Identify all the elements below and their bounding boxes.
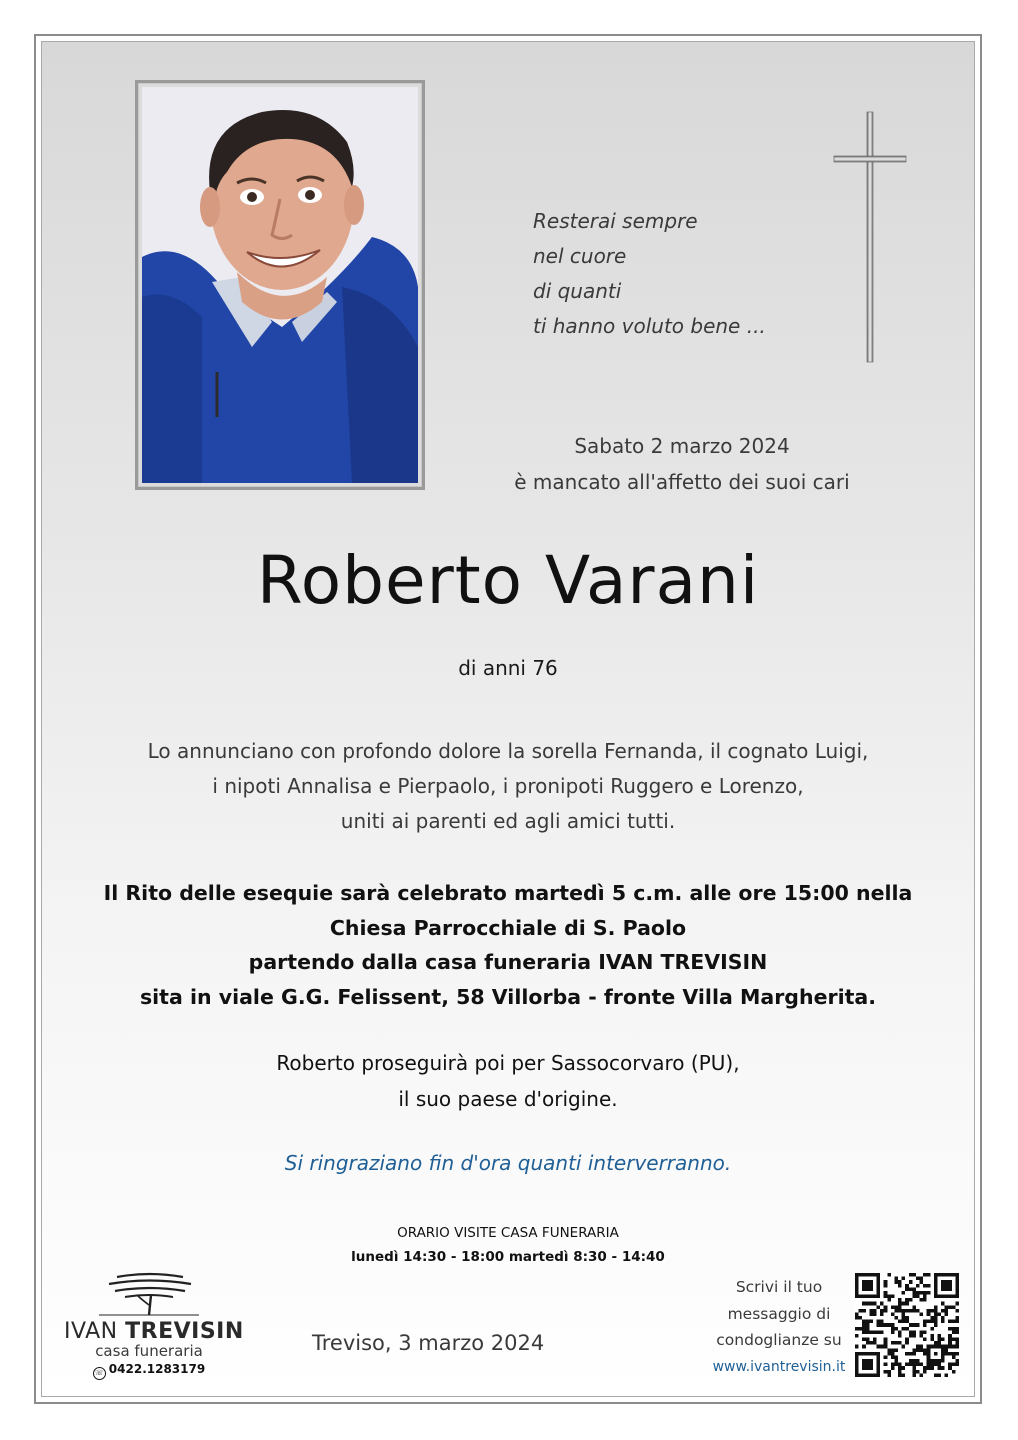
visiting-hours-title: ORARIO VISITE CASA FUNERARIA (397, 1225, 619, 1241)
origin-line: Roberto proseguirà poi per Sassocorvaro (PU), (276, 1051, 740, 1075)
condolences-line: messaggio di (727, 1304, 831, 1323)
condolences-info (694, 1274, 864, 1380)
logo-name-first: IVAN (64, 1319, 126, 1344)
visiting-hours (42, 1221, 974, 1269)
quote-line: di quanti (533, 279, 622, 303)
rite-line: sita in viale G.G. Felissent, 58 Villorba - fronte Villa Margherita. (139, 984, 877, 1009)
logo-name-last: TREVISIN (125, 1319, 244, 1344)
latin-cross-icon (831, 108, 911, 368)
quote-line: nel cuore (533, 244, 627, 268)
deceased-age: di anni 76 (458, 656, 558, 680)
place-and-date: Treviso, 3 marzo 2024 (312, 1331, 545, 1355)
memorial-quote (533, 204, 793, 344)
rite-line: Chiesa Parrocchiale di S. Paolo (329, 915, 687, 940)
phone-icon: ☏ (93, 1367, 106, 1380)
death-announcement (482, 428, 882, 500)
logo-name (64, 1319, 244, 1344)
tree-logo-icon (99, 1269, 199, 1317)
deceased-name: Roberto Varani (256, 542, 760, 619)
qr-code-icon[interactable] (855, 1273, 959, 1377)
death-text: è mancato all'affetto dei suoi cari (514, 470, 850, 494)
family-line: uniti ai parenti ed agli amici tutti. (340, 809, 676, 833)
portrait-illustration (142, 87, 418, 483)
rite-line: Il Rito delle esequie sarà celebrato martedì 5 c.m. alle ore 15:00 nella (103, 881, 913, 905)
condolences-line: condoglianze su (716, 1331, 842, 1349)
origin-line: il suo paese d'origine. (398, 1087, 618, 1111)
funeral-rite-info (42, 876, 974, 1014)
condolences-line: Scrivi il tuo (735, 1278, 823, 1296)
visiting-hours-times: lunedì 14:30 - 18:00 martedì 8:30 - 14:40 (351, 1249, 665, 1265)
quote-line: Resterai sempre (533, 209, 698, 233)
rite-line: partendo dalla casa funeraria IVAN TREVISIN (248, 950, 768, 974)
thanks-message: Si ringraziano fin d'ora quanti interverranno. (284, 1151, 732, 1175)
family-line: Lo annunciano con profondo dolore la sorella Fernanda, il cognato Luigi, (147, 739, 869, 763)
portrait-frame (135, 80, 425, 490)
portrait-photo (142, 87, 418, 483)
funeral-home-logo (64, 1269, 244, 1379)
death-date: Sabato 2 marzo 2024 (574, 434, 790, 458)
page-inner-frame (41, 41, 975, 1397)
phone-number: 0422.1283179 (108, 1362, 206, 1376)
burial-origin-info (42, 1045, 974, 1117)
family-announcement (42, 734, 974, 839)
logo-subtitle: casa funeraria (95, 1342, 203, 1360)
page-frame (34, 34, 982, 1404)
logo-phone (64, 1362, 234, 1380)
quote-line: ti hanno voluto bene ... (533, 314, 766, 338)
family-line: i nipoti Annalisa e Pierpaolo, i pronipoti Ruggero e Lorenzo, (212, 774, 804, 798)
condolences-url[interactable]: www.ivantrevisin.it (712, 1358, 846, 1375)
